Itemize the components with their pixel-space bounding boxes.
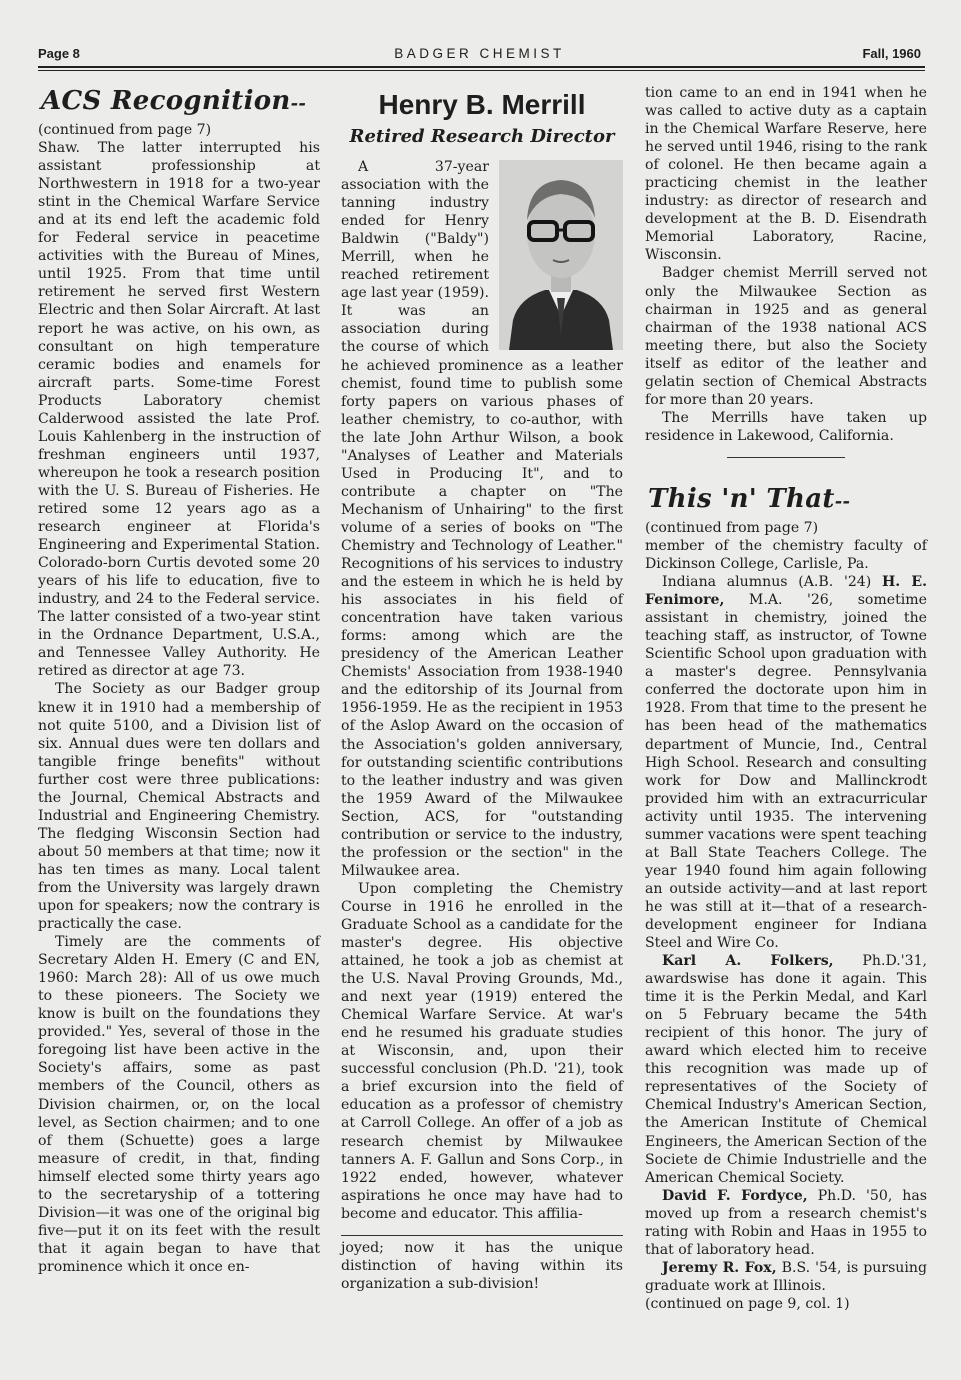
page-number: Page 8 — [38, 46, 80, 61]
continued-note: (continued from page 7) — [38, 122, 212, 138]
paragraph: Shaw. The latter interrupted his assistant professionship at Northwestern in 1918 for a two-year stint in the Chemical Warfare Service and at its end left the academic fold for Federal service in peacetime activities with the Bureau of Mines, until 1925. From that time until retirement he served first Western Electric and then Solar Aircraft. At last report he was active, on his own, as consultant on high temperature ceramic bodies and enamels for aircraft parts. Some-time Forest Products Laboratory chemist Calderwood assisted the late Prof. Louis Kahlenberg in the instruction of freshman engineers until 1937, whereupon he took a research position with the U. S. Bureau of Fisheries. He retired some 12 years ago as a research engineer at Florida's Engineering and Experimental Station. Colorado-born Curtis devoted some 20 years of his life to education, five to industry, and 24 to the Federal service. The latter consisted of a two-year stint in the Ordnance Department, U.S.A., and Tennessee Valley Authority. He retired as director at age 73. — [38, 140, 320, 680]
paragraph: Jeremy R. Fox, B.S. '54, is pursuing graduate work at Illinois. — [645, 1259, 927, 1294]
person-name: H. E. Fenimore, — [645, 574, 927, 609]
column-3 — [645, 84, 927, 1313]
issue-date: Fall, 1960 — [862, 46, 921, 61]
paragraph: The Society as our Badger group knew it in 1910 had a membership of not quite 5100, and a Division list of six. Annual dues were ten dollars and tangible fringe benefits" without further cost were three publications: the Journal, Chemical Abstracts and Industrial and Engineering Chemistry. The fledging Wisconsin Section had about 50 members at that time; now it has ten times as many. Local talent from the University was largely drawn upon for speakers; now the contrary is practically the case. — [38, 681, 320, 933]
person-name: Jeremy R. Fox, — [662, 1259, 777, 1276]
paragraph: The Merrills have taken up residence in Lakewood, California. — [645, 409, 927, 444]
acs-recognition-heading: ACS Recognition-- — [41, 86, 307, 116]
portrait-illustration — [499, 160, 623, 350]
page-header — [38, 46, 921, 66]
this-n-that-heading: This 'n' That-- — [648, 483, 851, 514]
person-name: David F. Fordyce, — [662, 1187, 808, 1204]
paragraph: David F. Fordyce, Ph.D. '50, has moved up from a research chemist's rating with Robin and Haas in 1955 to that of laboratory head. — [645, 1187, 928, 1258]
continued-on-note: (continued on page 9, col. 1) — [645, 1295, 850, 1312]
paragraph: A 37-year association with the tanning industry ended for Henry Baldwin ("Baldy") Merrill, when he reached retirement age last year (1959). It was an association during the course of which he achieved prominence as a leather chemist, found time to publish some forty papers on various phases of leather chemistry, to co-author, with the late John Arthur Wilson, a book "Analyses of Leather and Materials Used in Producing It", and to contribute a chapter on "The Mechanism of Unhairing" to the first volume of a series of books on "The Chemistry and Technology of Leather." Recognitions of his services to industry and the esteem in which he is held by his associates in his field of concentration have taken various forms: among which are the presidency of the American Leather Chemists' Association from 1938-1940 and the editorship of its Journal from 1956-1959. He as the recipient in 1953 of the Aslop Award on the occasion of the Association's golden anniversary, for outstanding scientific contributions to the leather industry and was given the 1959 Award of the Milwaukee Section, ACS, for "outstanding contribution or service to the industry, the profession or the section" in the Milwaukee area. — [341, 159, 623, 879]
header-rule-thick — [38, 66, 925, 68]
paragraph: Upon completing the Chemistry Course in 1916 he enrolled in the Graduate School as a candidate for the master's degree. His objective attained, he took a job as chemist at the U.S. Naval Proving Grounds, Md., and next year (1919) entered the Chemical Warfare Service. At war's end he resumed his graduate studies at Wisconsin, and, upon their successful conclusion (Ph.D. '21), took a brief excursion into the field of education as a professor of chemistry at Carroll College. An offer of a job as research chemist by Milwaukee tanners A. F. Gallun and Sons Corp., in 1922 ended, however, whatever aspirations he once may have had to become and educator. This affilia- — [341, 880, 623, 1222]
header-rule-thin — [38, 70, 925, 71]
publication-title: BADGER CHEMIST — [394, 46, 565, 61]
article-headline: Henry B. Merrill — [378, 89, 586, 120]
continued-note: (continued from page 7) — [645, 519, 819, 536]
article-subhead: Retired Research Director — [349, 126, 615, 147]
paragraph: joyed; now it has the unique distinction of having within its organization a sub-division! — [341, 1239, 623, 1292]
person-name: Karl A. Folkers, — [662, 953, 834, 970]
paragraph: member of the chemistry faculty of Dickinson College, Carlisle, Pa. — [645, 537, 927, 573]
paragraph: Indiana alumnus (A.B. '24) H. E. Fenimore, M.A. '26, sometime assistant in chemistry, joined the teaching staff, as instructor, of Towne Scientific School upon graduation with a master's degree. Pennsylvania conferred the doctorate upon him in 1928. From that time to the present he has been head of the mathematics department of Muncie, Ind., Central High School. Research and consulting work for Dow and Mallinckrodt provided him with an extracurricular activity until 1935. The intervening summer vacations were spent teaching at Ball State Teachers College. The year 1940 found him again following an outside activity—and at last report he was still at it—that of a research-development engineer for Indiana Steel and Wire Co. — [645, 574, 928, 952]
portrait-photo — [499, 160, 623, 350]
column-1 — [38, 84, 320, 1276]
divider — [727, 457, 845, 458]
paragraph: Timely are the comments of Secretary Alden H. Emery (C and EN, 1960: March 28): All of us owe much to these pioneers. The Society we know is built on the foundations they provided." Yes, several of those in the foregoing list have been active in the Society's affairs, some as past members of the Council, others as Division chairmen, or, on the local level, as Section chairmen; and to one of them (Schuette) goes a large measure of credit, in that, finding himself elected some thirty years ago to the secretaryship of a tottering Division—it was one of the original big five—put it on its feet with the result that it again began to have that prominence which it once en- — [38, 934, 320, 1275]
paragraph: Karl A. Folkers, Ph.D.'31, awardswise has done it again. This time it is the Perkin Medal, and Karl on 5 February became the 54th recipient of this honor. The jury of award which elected him to receive this recognition was made up of representatives of the Society of Chemical Industry's American Section, the American Institute of Chemical Engineers, the American Section of the Societe de Chimie Industrielle and the American Chemical Society. — [645, 953, 928, 1186]
column-2 — [341, 84, 623, 1293]
paragraph: tion came to an end in 1941 when he was called to active duty as a captain in the Chemical Warfare Reserve, here he served until 1946, rising to the rank of colonel. He then became again a practicing chemist in the leather industry: as director of research and development at the B. D. Eisendrath Memorial Laboratory, Racine, Wisconsin. — [645, 85, 927, 264]
paragraph: Badger chemist Merrill served not only the Milwaukee Section as chairman in 1925 and as general chairman of the 1938 national ACS meeting there, but also the Society itself as editor of the leather and gelatin section of Chemical Abstracts for more than 20 years. — [645, 265, 927, 408]
divider — [341, 1235, 623, 1236]
